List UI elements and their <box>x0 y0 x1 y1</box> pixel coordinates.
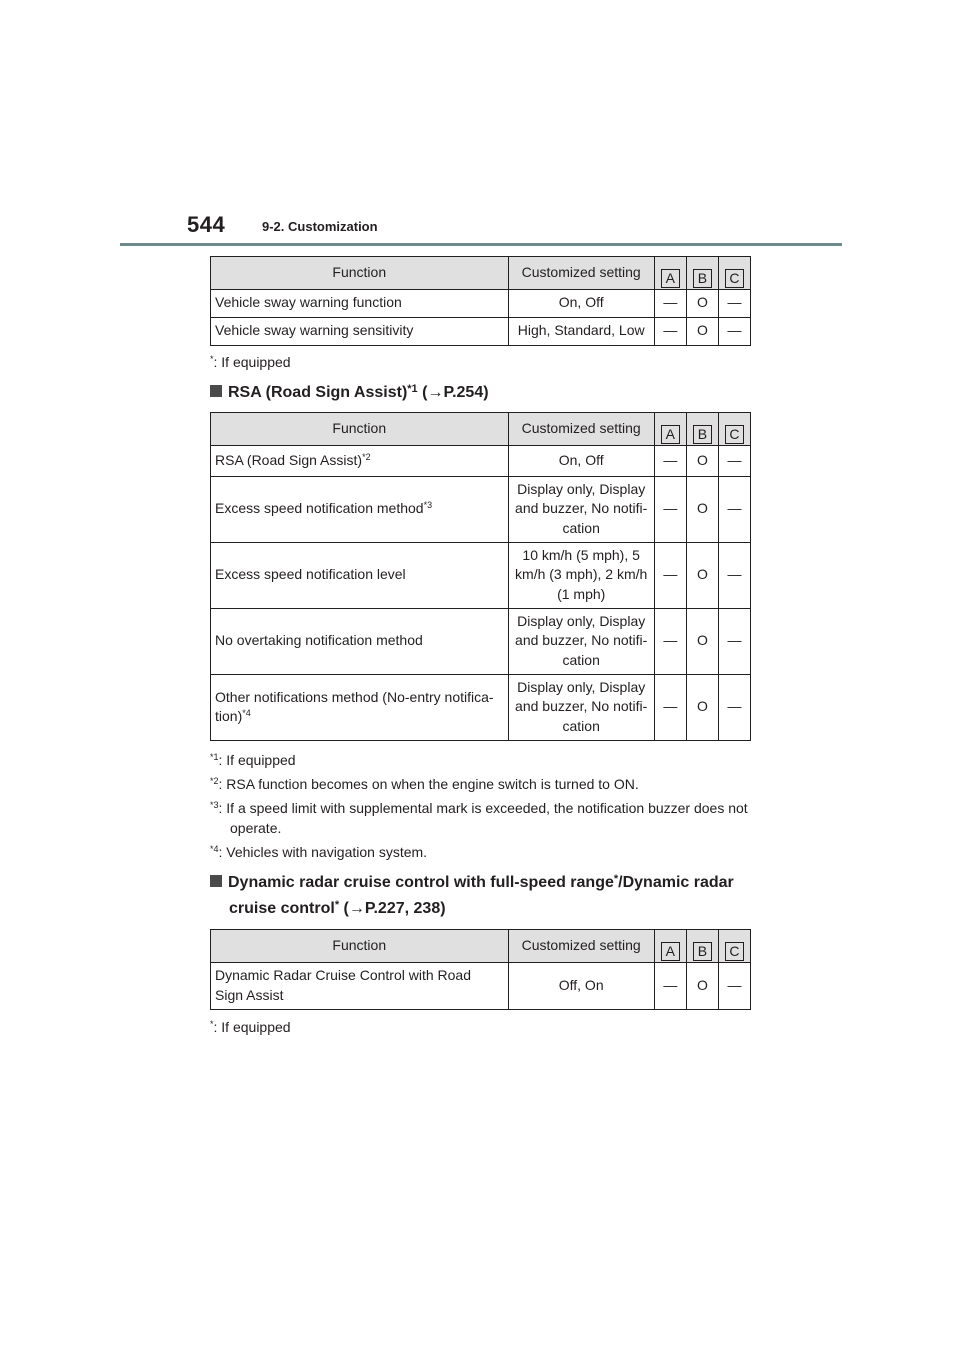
table-row <box>211 289 751 317</box>
page-reference-link[interactable]: (→P.254) <box>422 384 489 401</box>
col-a-cell: — <box>654 608 686 674</box>
header-col-a: A <box>654 413 686 446</box>
header-col-c: C <box>718 257 750 290</box>
function-cell: Excess speed notification level <box>211 542 509 608</box>
footnote: *: If equipped <box>210 354 291 370</box>
col-b-cell: O <box>686 476 718 542</box>
col-c-cell: — <box>718 476 750 542</box>
col-b-cell: O <box>686 317 718 345</box>
col-a-cell: — <box>654 542 686 608</box>
function-cell: Vehicle sway warning sensitivity <box>211 317 509 345</box>
header-col-a: A <box>654 930 686 963</box>
col-a-cell: — <box>654 289 686 317</box>
setting-cell: Display only, Display and buzzer, No notifi- cation <box>508 608 654 674</box>
col-c-cell: — <box>718 608 750 674</box>
header-col-b: B <box>686 257 718 290</box>
page-reference-link[interactable]: (→P.227, 238) <box>343 900 446 917</box>
table-row <box>211 476 751 542</box>
col-b-cell: O <box>686 445 718 476</box>
header-function: Function <box>211 930 509 963</box>
col-b-cell: O <box>686 542 718 608</box>
col-b-cell: O <box>686 674 718 740</box>
header-col-c: C <box>718 413 750 446</box>
footnote: $^{*4}$: Vehicles with navigation system. <box>210 844 428 860</box>
col-c-cell: — <box>718 962 750 1009</box>
col-b-cell: O <box>686 608 718 674</box>
table-row <box>211 445 751 476</box>
header-customized-setting: Customized setting <box>508 413 654 446</box>
setting-cell: High, Standard, Low <box>508 317 654 345</box>
footnote: $^{*2}$: RSA function becomes on when the engine switch is turned to ON. <box>210 776 639 792</box>
header-customized-setting: Customized setting <box>508 930 654 963</box>
footnote: *: If equipped <box>210 1019 291 1035</box>
header-function: Function <box>211 413 509 446</box>
bullet-square-icon <box>210 875 222 887</box>
drcc-heading: Dynamic radar cruise control with full-speed range*/Dynamic radar cruise control* (→P.227, 238) <box>210 870 770 922</box>
function-cell: Other notifications method (No-entry notifica- tion)$^{*4}$ <box>211 674 509 740</box>
col-a-cell: — <box>654 674 686 740</box>
setting-cell: On, Off <box>508 445 654 476</box>
function-cell: No overtaking notification method <box>211 608 509 674</box>
col-c-cell: — <box>718 674 750 740</box>
bullet-square-icon <box>210 385 222 397</box>
table-row <box>211 317 751 345</box>
col-a-cell: — <box>654 445 686 476</box>
setting-cell: Off, On <box>508 962 654 1009</box>
col-b-cell: O <box>686 289 718 317</box>
setting-cell: On, Off <box>508 289 654 317</box>
col-c-cell: — <box>718 289 750 317</box>
col-c-cell: — <box>718 317 750 345</box>
setting-cell: Display only, Display and buzzer, No notifi- cation <box>508 674 654 740</box>
col-c-cell: — <box>718 445 750 476</box>
section-title: 9-2. Customization <box>262 219 378 234</box>
rsa-heading: RSA (Road Sign Assist)$^{*1}$ (→P.254) <box>210 380 770 406</box>
header-rule <box>120 243 842 246</box>
col-a-cell: — <box>654 317 686 345</box>
col-a-cell: — <box>654 962 686 1009</box>
table-row <box>211 962 751 1009</box>
header-customized-setting: Customized setting <box>508 257 654 290</box>
col-a-cell: — <box>654 476 686 542</box>
table-row <box>211 608 751 674</box>
col-b-cell: O <box>686 962 718 1009</box>
col-c-cell: — <box>718 542 750 608</box>
table-row <box>211 542 751 608</box>
footnote: $^{*3}$: If a speed limit with supplemental mark is exceeded, the notification buzzer does not operate. <box>210 800 748 836</box>
function-cell: Vehicle sway warning function <box>211 289 509 317</box>
drcc-table <box>210 929 751 1010</box>
function-cell: RSA (Road Sign Assist)$^{*2}$ <box>211 445 509 476</box>
table-header-row <box>211 413 751 446</box>
setting-cell: Display only, Display and buzzer, No notifi- cation <box>508 476 654 542</box>
header-function: Function <box>211 257 509 290</box>
table-header-row <box>211 257 751 290</box>
header-col-a: A <box>654 257 686 290</box>
rsa-table <box>210 412 751 741</box>
function-cell: Excess speed notification method$^{*3}$ <box>211 476 509 542</box>
header-col-b: B <box>686 930 718 963</box>
header-col-c: C <box>718 930 750 963</box>
setting-cell: 10 km/h (5 mph), 5 km/h (3 mph), 2 km/h (1 mph) <box>508 542 654 608</box>
vehicle-sway-table <box>210 256 751 346</box>
footnote: $^{*1}$: If equipped <box>210 752 296 768</box>
table-row <box>211 674 751 740</box>
function-cell: Dynamic Radar Cruise Control with Road Sign Assist <box>211 962 509 1009</box>
table-header-row <box>211 930 751 963</box>
header-col-b: B <box>686 413 718 446</box>
page-number: 544 <box>187 212 226 237</box>
